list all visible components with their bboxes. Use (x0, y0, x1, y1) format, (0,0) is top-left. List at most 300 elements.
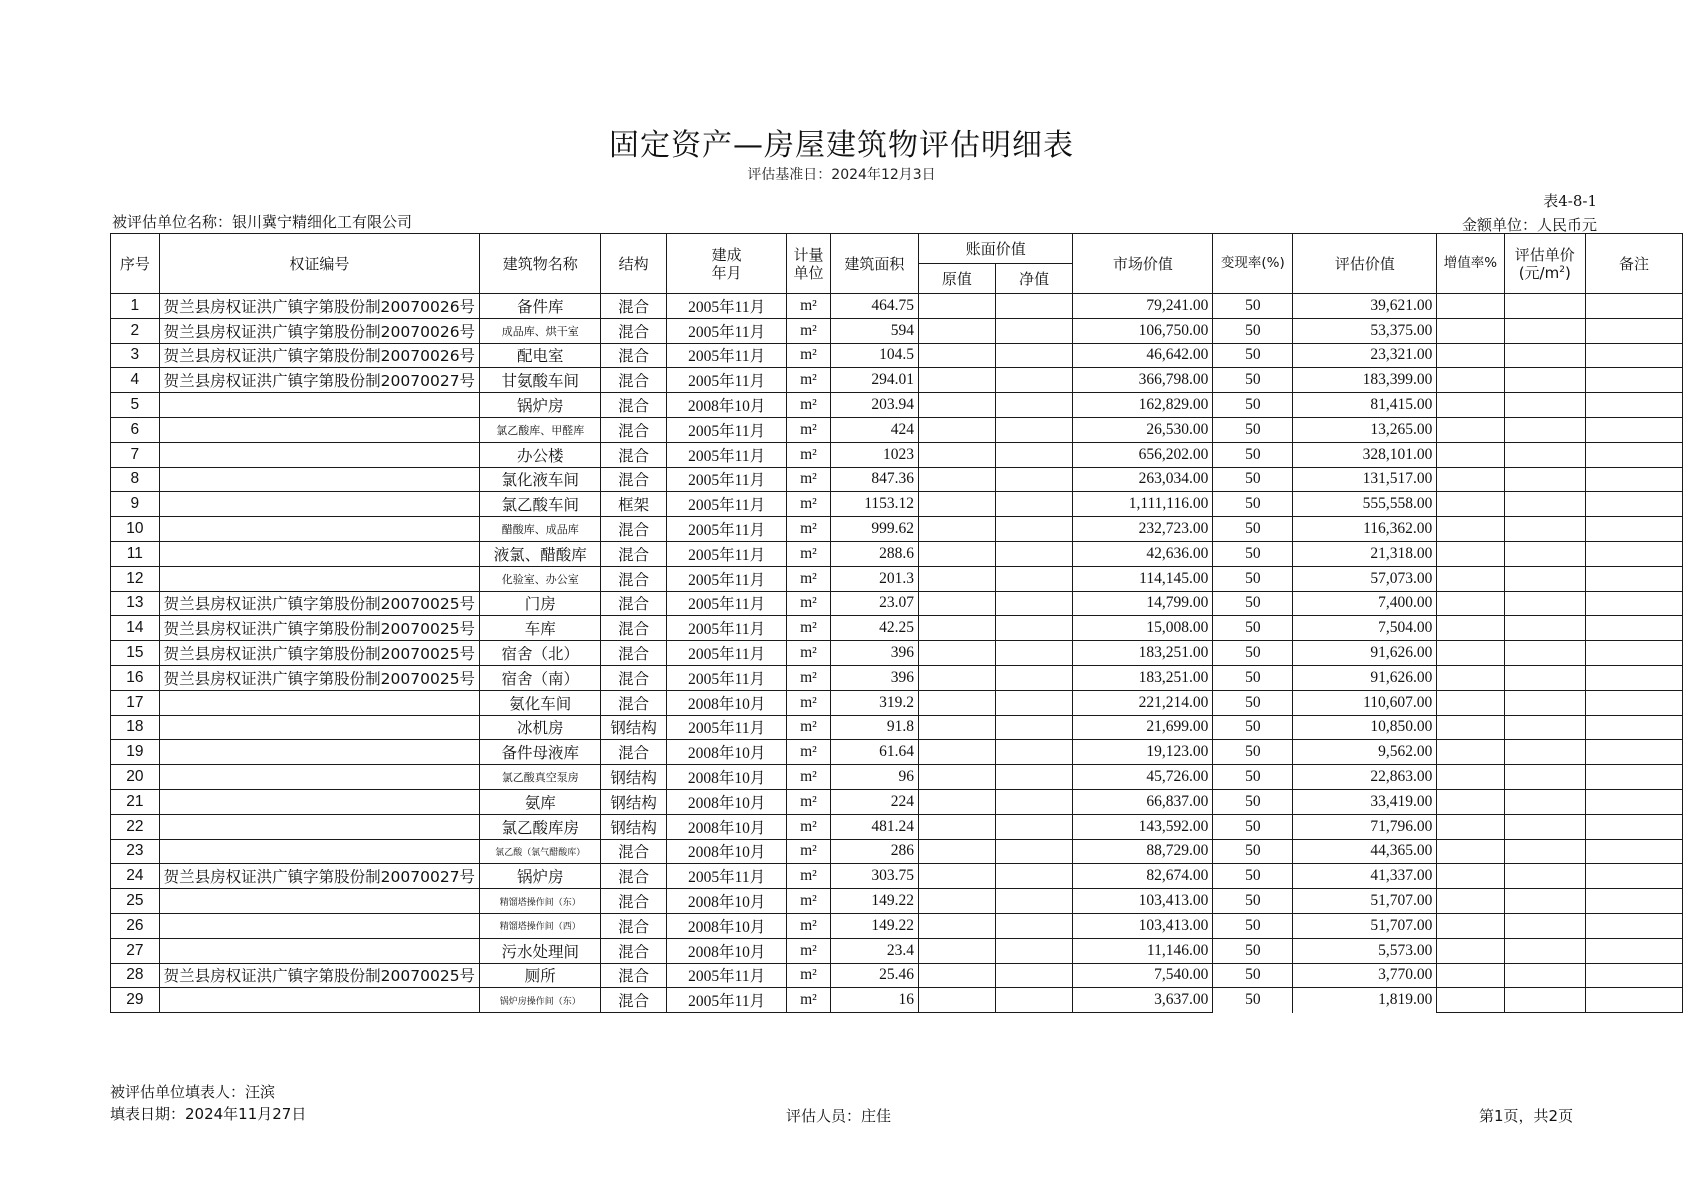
header-seq: 序号 (111, 234, 160, 294)
cell-appraised-value: 23,321.00 (1293, 343, 1437, 368)
cell-cert-no: 贺兰县房权证洪广镇字第股份制20070025号 (159, 665, 479, 690)
table-row (111, 641, 1683, 666)
cell-appreciation-rate (1437, 963, 1504, 988)
cell-net-value (995, 442, 1073, 467)
table-row (111, 740, 1683, 765)
cell-market-value: 45,726.00 (1073, 765, 1213, 790)
cell-seq: 5 (111, 393, 160, 418)
cell-structure: 混合 (601, 889, 667, 914)
cell-built-date: 2008年10月 (666, 789, 786, 814)
cell-market-value: 3,637.00 (1073, 988, 1213, 1013)
cell-market-value: 79,241.00 (1073, 294, 1213, 319)
header-built-line1: 建成 (711, 245, 742, 264)
cell-unit-price (1504, 442, 1585, 467)
cell-market-value: 114,145.00 (1073, 566, 1213, 591)
cell-appraised-value: 33,419.00 (1293, 789, 1437, 814)
cell-market-value: 11,146.00 (1073, 938, 1213, 963)
cell-area: 16 (830, 988, 918, 1013)
cell-cert-no (159, 517, 479, 542)
cell-net-value (995, 318, 1073, 343)
cell-structure: 混合 (601, 541, 667, 566)
cell-structure: 混合 (601, 368, 667, 393)
cell-built-date: 2008年10月 (666, 393, 786, 418)
cell-original-value (919, 541, 996, 566)
cell-net-value (995, 988, 1073, 1013)
cell-measure-unit: m² (787, 690, 830, 715)
cell-building-name: 成品库、烘干室 (480, 318, 601, 343)
cell-appraised-value: 51,707.00 (1293, 913, 1437, 938)
cell-measure-unit: m² (787, 318, 830, 343)
cell-remark (1585, 641, 1682, 666)
cell-remark (1585, 789, 1682, 814)
header-unit-price-line1: 评估单价 (1514, 245, 1575, 264)
cell-net-value (995, 368, 1073, 393)
page-indicator: 第1页，共2页 (1479, 1107, 1574, 1125)
cell-original-value (919, 393, 996, 418)
cell-building-name: 配电室 (480, 343, 601, 368)
cell-appraised-value: 5,573.00 (1293, 938, 1437, 963)
cell-remark (1585, 541, 1682, 566)
cell-area: 203.94 (830, 393, 918, 418)
table-row (111, 541, 1683, 566)
cell-appraised-value: 22,863.00 (1293, 765, 1437, 790)
cell-net-value (995, 864, 1073, 889)
cell-net-value (995, 393, 1073, 418)
cell-structure: 混合 (601, 913, 667, 938)
table-row (111, 417, 1683, 442)
cell-market-value: 88,729.00 (1073, 839, 1213, 864)
table-row (111, 492, 1683, 517)
cell-cert-no: 贺兰县房权证洪广镇字第股份制20070026号 (159, 343, 479, 368)
cell-building-name: 冰机房 (480, 715, 601, 740)
table-row (111, 988, 1683, 1013)
cell-appreciation-rate (1437, 715, 1504, 740)
cell-measure-unit: m² (787, 839, 830, 864)
cell-appraised-value: 1,819.00 (1293, 988, 1437, 1013)
cell-structure: 混合 (601, 988, 667, 1013)
cell-structure: 混合 (601, 343, 667, 368)
cell-cert-no: 贺兰县房权证洪广镇字第股份制20070025号 (159, 641, 479, 666)
cell-appraised-value: 10,850.00 (1293, 715, 1437, 740)
cell-appreciation-rate (1437, 294, 1504, 319)
cell-original-value (919, 963, 996, 988)
cell-original-value (919, 368, 996, 393)
cell-market-value: 656,202.00 (1073, 442, 1213, 467)
table-row (111, 343, 1683, 368)
cell-net-value (995, 740, 1073, 765)
cell-built-date: 2005年11月 (666, 963, 786, 988)
cell-net-value (995, 789, 1073, 814)
cell-net-value (995, 467, 1073, 492)
cell-structure: 混合 (601, 616, 667, 641)
cell-unit-price (1504, 938, 1585, 963)
cell-net-value (995, 541, 1073, 566)
cell-remark (1585, 318, 1682, 343)
assessor: 评估人员：庄佳 (786, 1107, 892, 1125)
cell-built-date: 2005年11月 (666, 368, 786, 393)
cell-realization-rate: 50 (1213, 938, 1293, 963)
cell-measure-unit: m² (787, 864, 830, 889)
cell-area: 96 (830, 765, 918, 790)
cell-realization-rate: 50 (1213, 864, 1293, 889)
cell-area: 303.75 (830, 864, 918, 889)
cell-market-value: 15,008.00 (1073, 616, 1213, 641)
cell-original-value (919, 889, 996, 914)
cell-appreciation-rate (1437, 393, 1504, 418)
cell-market-value: 14,799.00 (1073, 591, 1213, 616)
table-body (111, 294, 1683, 1013)
cell-realization-rate: 50 (1213, 492, 1293, 517)
cell-remark (1585, 988, 1682, 1013)
cell-building-name: 氯乙酸库、甲醛库 (480, 417, 601, 442)
cell-realization-rate: 50 (1213, 442, 1293, 467)
cell-appraised-value: 44,365.00 (1293, 839, 1437, 864)
cell-market-value: 103,413.00 (1073, 889, 1213, 914)
cell-building-name: 氯化液车间 (480, 467, 601, 492)
cell-structure: 混合 (601, 517, 667, 542)
cell-remark (1585, 616, 1682, 641)
cell-area: 104.5 (830, 343, 918, 368)
cell-realization-rate: 50 (1213, 988, 1293, 1013)
cell-seq: 19 (111, 740, 160, 765)
cell-unit-price (1504, 591, 1585, 616)
cell-net-value (995, 963, 1073, 988)
header-original-value: 原值 (919, 264, 996, 294)
cell-appreciation-rate (1437, 839, 1504, 864)
cell-original-value (919, 740, 996, 765)
cell-seq: 3 (111, 343, 160, 368)
cell-building-name: 精馏塔操作间（西） (480, 913, 601, 938)
cell-structure: 框架 (601, 492, 667, 517)
cell-built-date: 2005年11月 (666, 864, 786, 889)
cell-original-value (919, 616, 996, 641)
cell-area: 396 (830, 641, 918, 666)
cell-measure-unit: m² (787, 740, 830, 765)
cell-realization-rate: 50 (1213, 343, 1293, 368)
cell-seq: 8 (111, 467, 160, 492)
cell-seq: 2 (111, 318, 160, 343)
cell-appraised-value: 116,362.00 (1293, 517, 1437, 542)
cell-structure: 混合 (601, 417, 667, 442)
cell-area: 42.25 (830, 616, 918, 641)
cell-appreciation-rate (1437, 814, 1504, 839)
cell-seq: 1 (111, 294, 160, 319)
cell-market-value: 46,642.00 (1073, 343, 1213, 368)
cell-unit-price (1504, 566, 1585, 591)
cell-building-name: 化验室、办公室 (480, 566, 601, 591)
cell-appreciation-rate (1437, 665, 1504, 690)
cell-built-date: 2005年11月 (666, 294, 786, 319)
cell-cert-no (159, 393, 479, 418)
cell-measure-unit: m² (787, 294, 830, 319)
cell-appraised-value: 110,607.00 (1293, 690, 1437, 715)
cell-measure-unit: m² (787, 541, 830, 566)
cell-appreciation-rate (1437, 417, 1504, 442)
cell-remark (1585, 913, 1682, 938)
cell-seq: 11 (111, 541, 160, 566)
cell-original-value (919, 913, 996, 938)
cell-remark (1585, 393, 1682, 418)
header-unit-price-line2: (元/m (1518, 263, 1560, 282)
cell-cert-no (159, 765, 479, 790)
cell-area: 23.4 (830, 938, 918, 963)
cell-seq: 9 (111, 492, 160, 517)
cell-appreciation-rate (1437, 641, 1504, 666)
form-filler: 被评估单位填表人：汪滨 (110, 1083, 276, 1101)
cell-seq: 21 (111, 789, 160, 814)
cell-area: 201.3 (830, 566, 918, 591)
cell-cert-no (159, 566, 479, 591)
cell-appraised-value: 131,517.00 (1293, 467, 1437, 492)
cell-cert-no (159, 740, 479, 765)
cell-seq: 13 (111, 591, 160, 616)
cell-net-value (995, 517, 1073, 542)
cell-original-value (919, 988, 996, 1013)
cell-seq: 6 (111, 417, 160, 442)
cell-cert-no (159, 541, 479, 566)
cell-realization-rate: 50 (1213, 318, 1293, 343)
cell-building-name: 办公楼 (480, 442, 601, 467)
cell-unit-price (1504, 665, 1585, 690)
cell-market-value: 183,251.00 (1073, 665, 1213, 690)
cell-market-value: 21,699.00 (1073, 715, 1213, 740)
cell-remark (1585, 467, 1682, 492)
table-row (111, 467, 1683, 492)
cell-area: 1153.12 (830, 492, 918, 517)
cell-cert-no: 贺兰县房权证洪广镇字第股份制20070025号 (159, 591, 479, 616)
table-row (111, 690, 1683, 715)
cell-unit-price (1504, 814, 1585, 839)
cell-built-date: 2008年10月 (666, 839, 786, 864)
cell-net-value (995, 765, 1073, 790)
cell-net-value (995, 294, 1073, 319)
cell-unit-price (1504, 517, 1585, 542)
cell-built-date: 2005年11月 (666, 318, 786, 343)
cell-building-name: 氨库 (480, 789, 601, 814)
cell-cert-no (159, 467, 479, 492)
cell-area: 149.22 (830, 913, 918, 938)
table-number: 表4-8-1 (1543, 192, 1597, 210)
cell-market-value: 232,723.00 (1073, 517, 1213, 542)
header-appreciation-rate: 增值率% (1437, 234, 1504, 294)
cell-market-value: 221,214.00 (1073, 690, 1213, 715)
cell-appraised-value: 91,626.00 (1293, 641, 1437, 666)
base-date: 评估基准日：2024年12月3日 (747, 167, 936, 183)
cell-structure: 混合 (601, 294, 667, 319)
cell-building-name: 氯乙酸库房 (480, 814, 601, 839)
cell-built-date: 2005年11月 (666, 467, 786, 492)
cell-unit-price (1504, 368, 1585, 393)
table-row (111, 591, 1683, 616)
cell-unit-price (1504, 963, 1585, 988)
cell-original-value (919, 938, 996, 963)
cell-built-date: 2005年11月 (666, 988, 786, 1013)
cell-net-value (995, 417, 1073, 442)
header-cert-no: 权证编号 (159, 234, 479, 294)
cell-built-date: 2005年11月 (666, 492, 786, 517)
cell-original-value (919, 318, 996, 343)
cell-remark (1585, 566, 1682, 591)
cell-appreciation-rate (1437, 492, 1504, 517)
cell-built-date: 2008年10月 (666, 765, 786, 790)
cell-measure-unit: m² (787, 665, 830, 690)
cell-original-value (919, 492, 996, 517)
cell-seq: 16 (111, 665, 160, 690)
cell-structure: 混合 (601, 665, 667, 690)
appraised-unit-name: 被评估单位名称：银川冀宁精细化工有限公司 (112, 213, 413, 231)
cell-appraised-value: 7,504.00 (1293, 616, 1437, 641)
cell-realization-rate: 50 (1213, 591, 1293, 616)
cell-building-name: 精馏塔操作间（东） (480, 889, 601, 914)
cell-remark (1585, 368, 1682, 393)
header-building-name: 建筑物名称 (480, 234, 601, 294)
header-measure-unit (787, 234, 830, 294)
cell-area: 286 (830, 839, 918, 864)
cell-market-value: 106,750.00 (1073, 318, 1213, 343)
cell-structure: 混合 (601, 690, 667, 715)
cell-seq: 27 (111, 938, 160, 963)
header-unit-line2: 单位 (793, 263, 824, 282)
header-built-line2: 年月 (711, 263, 742, 282)
cell-realization-rate: 50 (1213, 393, 1293, 418)
cell-market-value: 143,592.00 (1073, 814, 1213, 839)
cell-market-value: 103,413.00 (1073, 913, 1213, 938)
cell-structure: 混合 (601, 442, 667, 467)
cell-appreciation-rate (1437, 368, 1504, 393)
cell-market-value: 366,798.00 (1073, 368, 1213, 393)
cell-appreciation-rate (1437, 541, 1504, 566)
cell-unit-price (1504, 343, 1585, 368)
cell-remark (1585, 591, 1682, 616)
cell-structure: 钢结构 (601, 789, 667, 814)
cell-original-value (919, 294, 996, 319)
cell-net-value (995, 938, 1073, 963)
cell-seq: 23 (111, 839, 160, 864)
header-area: 建筑面积 (830, 234, 918, 294)
cell-building-name: 宿舍（南） (480, 665, 601, 690)
amount-unit: 金额单位：人民币元 (1461, 216, 1597, 234)
cell-built-date: 2005年11月 (666, 665, 786, 690)
cell-net-value (995, 616, 1073, 641)
cell-net-value (995, 566, 1073, 591)
cell-unit-price (1504, 541, 1585, 566)
cell-area: 424 (830, 417, 918, 442)
cell-building-name: 甘氨酸车间 (480, 368, 601, 393)
table-row (111, 566, 1683, 591)
cell-appraised-value: 39,621.00 (1293, 294, 1437, 319)
cell-seq: 7 (111, 442, 160, 467)
cell-realization-rate: 50 (1213, 814, 1293, 839)
header-structure: 结构 (601, 234, 667, 294)
cell-unit-price (1504, 765, 1585, 790)
cell-original-value (919, 765, 996, 790)
cell-realization-rate: 50 (1213, 765, 1293, 790)
cell-area: 23.07 (830, 591, 918, 616)
cell-cert-no (159, 442, 479, 467)
cell-appraised-value: 51,707.00 (1293, 889, 1437, 914)
cell-building-name: 氨化车间 (480, 690, 601, 715)
cell-unit-price (1504, 393, 1585, 418)
cell-unit-price (1504, 641, 1585, 666)
cell-realization-rate: 50 (1213, 839, 1293, 864)
header-unit-price (1504, 234, 1585, 294)
cell-original-value (919, 864, 996, 889)
cell-seq: 14 (111, 616, 160, 641)
cell-remark (1585, 492, 1682, 517)
cell-original-value (919, 591, 996, 616)
cell-original-value (919, 665, 996, 690)
cell-measure-unit: m² (787, 889, 830, 914)
cell-structure: 钢结构 (601, 715, 667, 740)
cell-cert-no: 贺兰县房权证洪广镇字第股份制20070025号 (159, 963, 479, 988)
cell-net-value (995, 839, 1073, 864)
cell-appreciation-rate (1437, 517, 1504, 542)
table-row (111, 368, 1683, 393)
cell-built-date: 2005年11月 (666, 517, 786, 542)
cell-measure-unit: m² (787, 368, 830, 393)
cell-net-value (995, 492, 1073, 517)
header-appraised-value: 评估价值 (1293, 234, 1437, 294)
cell-realization-rate: 50 (1213, 740, 1293, 765)
cell-seq: 15 (111, 641, 160, 666)
cell-realization-rate: 50 (1213, 368, 1293, 393)
cell-appreciation-rate (1437, 690, 1504, 715)
cell-built-date: 2008年10月 (666, 938, 786, 963)
cell-market-value: 183,251.00 (1073, 641, 1213, 666)
cell-measure-unit: m² (787, 641, 830, 666)
cell-cert-no (159, 988, 479, 1013)
table-row (111, 765, 1683, 790)
cell-appreciation-rate (1437, 765, 1504, 790)
cell-net-value (995, 343, 1073, 368)
cell-structure: 混合 (601, 467, 667, 492)
cell-net-value (995, 690, 1073, 715)
cell-realization-rate: 50 (1213, 541, 1293, 566)
cell-area: 288.6 (830, 541, 918, 566)
cell-original-value (919, 789, 996, 814)
cell-market-value: 42,636.00 (1073, 541, 1213, 566)
cell-appreciation-rate (1437, 789, 1504, 814)
cell-cert-no: 贺兰县房权证洪广镇字第股份制20070027号 (159, 864, 479, 889)
cell-unit-price (1504, 616, 1585, 641)
cell-appreciation-rate (1437, 913, 1504, 938)
cell-structure: 混合 (601, 566, 667, 591)
cell-built-date: 2005年11月 (666, 343, 786, 368)
cell-area: 847.36 (830, 467, 918, 492)
cell-original-value (919, 690, 996, 715)
cell-appreciation-rate (1437, 442, 1504, 467)
cell-appreciation-rate (1437, 988, 1504, 1013)
cell-measure-unit: m² (787, 492, 830, 517)
cell-realization-rate: 50 (1213, 417, 1293, 442)
cell-net-value (995, 889, 1073, 914)
cell-measure-unit: m² (787, 616, 830, 641)
cell-market-value: 82,674.00 (1073, 864, 1213, 889)
cell-remark (1585, 839, 1682, 864)
cell-cert-no (159, 690, 479, 715)
cell-realization-rate: 50 (1213, 889, 1293, 914)
cell-measure-unit: m² (787, 566, 830, 591)
cell-unit-price (1504, 417, 1585, 442)
cell-seq: 20 (111, 765, 160, 790)
document-title: 固定资产—房屋建筑物评估明细表 (609, 128, 1074, 163)
cell-building-name: 锅炉房 (480, 864, 601, 889)
cell-realization-rate: 50 (1213, 715, 1293, 740)
cell-market-value: 1,111,116.00 (1073, 492, 1213, 517)
cell-cert-no (159, 839, 479, 864)
cell-original-value (919, 641, 996, 666)
table-row (111, 294, 1683, 319)
